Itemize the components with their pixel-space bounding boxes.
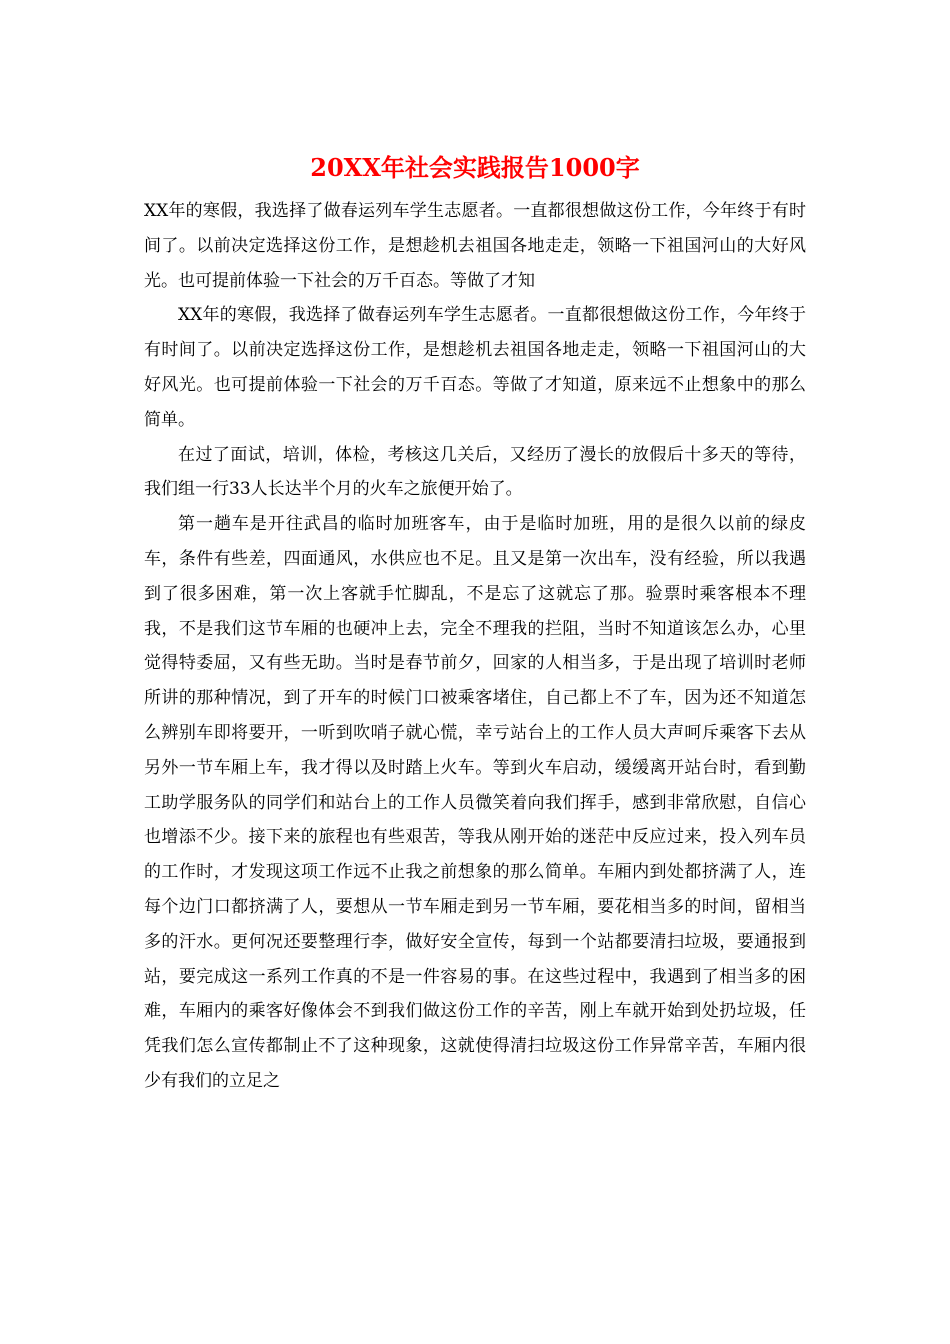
summary-paragraph: XX年的寒假，我选择了做春运列车学生志愿者。一直都很想做这份工作，今年终于有时间了。以前决定选择这份工作，是想趁机去祖国各地走走，领略一下祖国河山的大好风光。也可提前体验一下社会的万千百态。等做了才知	[144, 201, 806, 291]
body-paragraph-3: 第一趟车是开往武昌的临时加班客车，由于是临时加班，用的是很久以前的绿皮车，条件有些差，四面通风，水供应也不足。且又是第一次出车，没有经验，所以我遇到了很多困难，第一次上客就手忙脚乱，不是忘了这就忘了那。验票时乘客根本不理我，不是我们这节车厢的也硬冲上去，完全不理我的拦阻，当时不知道该怎么办，心里觉得特委屈，又有些无助。当时是春节前夕，回家的人相当多，于是出现了培训时老师所讲的那种情况，到了开车的时候门口被乘客堵住，自己都上不了车，因为还不知道怎么辨别车即将要开，一听到吹哨子就心慌，幸亏站台上的工作人员大声呵斥乘客下去从另外一节车厢上车，我才得以及时踏上火车。等到火车启动，缓缓离开站台时，看到勤工助学服务队的同学们和站台上的工作人员微笑着向我们挥手，感到非常欣慰，自信心也增添不少。接下来的旅程也有些艰苦，等我从刚开始的迷茫中反应过来，投入列车员的工作时，才发现这项工作远不止我之前想象的那么简单。车厢内到处都挤满了人，连每个边门口都挤满了人，要想从一节车厢走到另一节车厢，要花相当多的时间，留相当多的汗水。更何况还要整理行李，做好安全宣传，每到一个站都要清扫垃圾，要通报到站，要完成这一系列工作真的不是一件容易的事。在这些过程中，我遇到了相当多的困难，车厢内的乘客好像体会不到我们做这份工作的辛苦，刚上车就开始到处扔垃圾，任凭我们怎么宣传都制止不了这种现象，这就使得清扫垃圾这份工作异常辛苦，车厢内很少有我们的立足之	[144, 514, 806, 1091]
body-paragraph-2: 在过了面试，培训，体检，考核这几关后，又经历了漫长的放假后十多天的等待，我们组一行33人长达半个月的火车之旅便开始了。	[144, 444, 806, 500]
document-title: 20XX年社会实践报告1000字	[310, 153, 640, 182]
body-paragraph-1: XX年的寒假，我选择了做春运列车学生志愿者。一直都很想做这份工作，今年终于有时间了。以前决定选择这份工作，是想趁机去祖国各地走走，领略一下祖国河山的大好风光。也可提前体验一下社会的万千百态。等做了才知道，原来远不止想象中的那么简单。	[144, 305, 806, 430]
document-body	[144, 194, 806, 1099]
